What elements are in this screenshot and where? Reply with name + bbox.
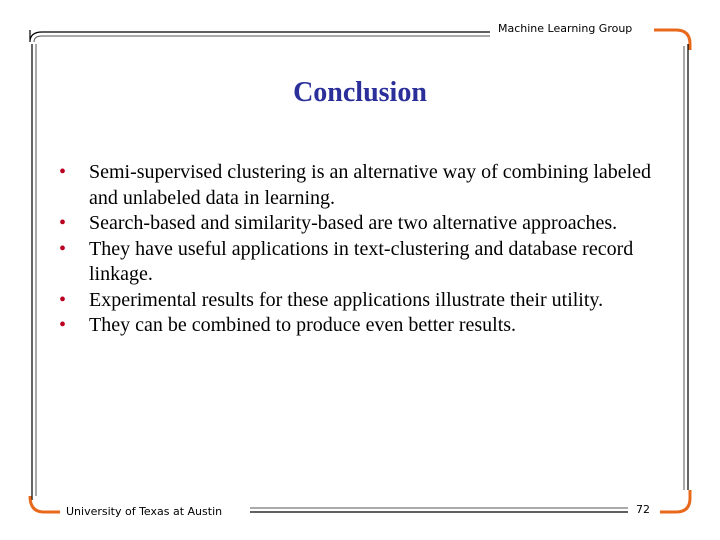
- bullet-text: They can be combined to produce even better results.: [89, 314, 517, 336]
- bullet-list: [56, 160, 666, 339]
- bullet-icon: •: [59, 212, 67, 234]
- bullet-item: [56, 313, 666, 339]
- bullet-icon: •: [59, 237, 67, 260]
- frame-bottom-left-curve: [30, 496, 60, 512]
- bullet-item: [56, 237, 666, 288]
- slide-title: Conclusion: [293, 77, 427, 108]
- frame-top-right-curve: [654, 30, 690, 50]
- bullet-text: Semi-supervised clustering is an alternative way of combining labeled and unlabeled data in learning.: [89, 161, 652, 209]
- header-group-label: Machine Learning Group: [498, 22, 633, 35]
- bullet-text: Experimental results for these applications illustrate their utility.: [89, 288, 604, 311]
- bullet-icon: •: [59, 161, 67, 183]
- frame-top-left-shadow: [34, 36, 490, 42]
- bullet-text: Search-based and similarity-based are two alternative approaches.: [89, 212, 618, 234]
- page-number: 72: [636, 503, 650, 516]
- bullet-icon: •: [59, 288, 67, 311]
- bullet-text: They have useful applications in text-clustering and database record linkage.: [89, 237, 634, 285]
- footer-institution: University of Texas at Austin: [66, 505, 223, 518]
- bullet-item: [56, 288, 666, 314]
- frame-bottom-right-curve: [660, 490, 690, 512]
- bullet-item: [56, 160, 666, 211]
- bullet-item: [56, 211, 666, 237]
- bullet-icon: •: [59, 314, 67, 336]
